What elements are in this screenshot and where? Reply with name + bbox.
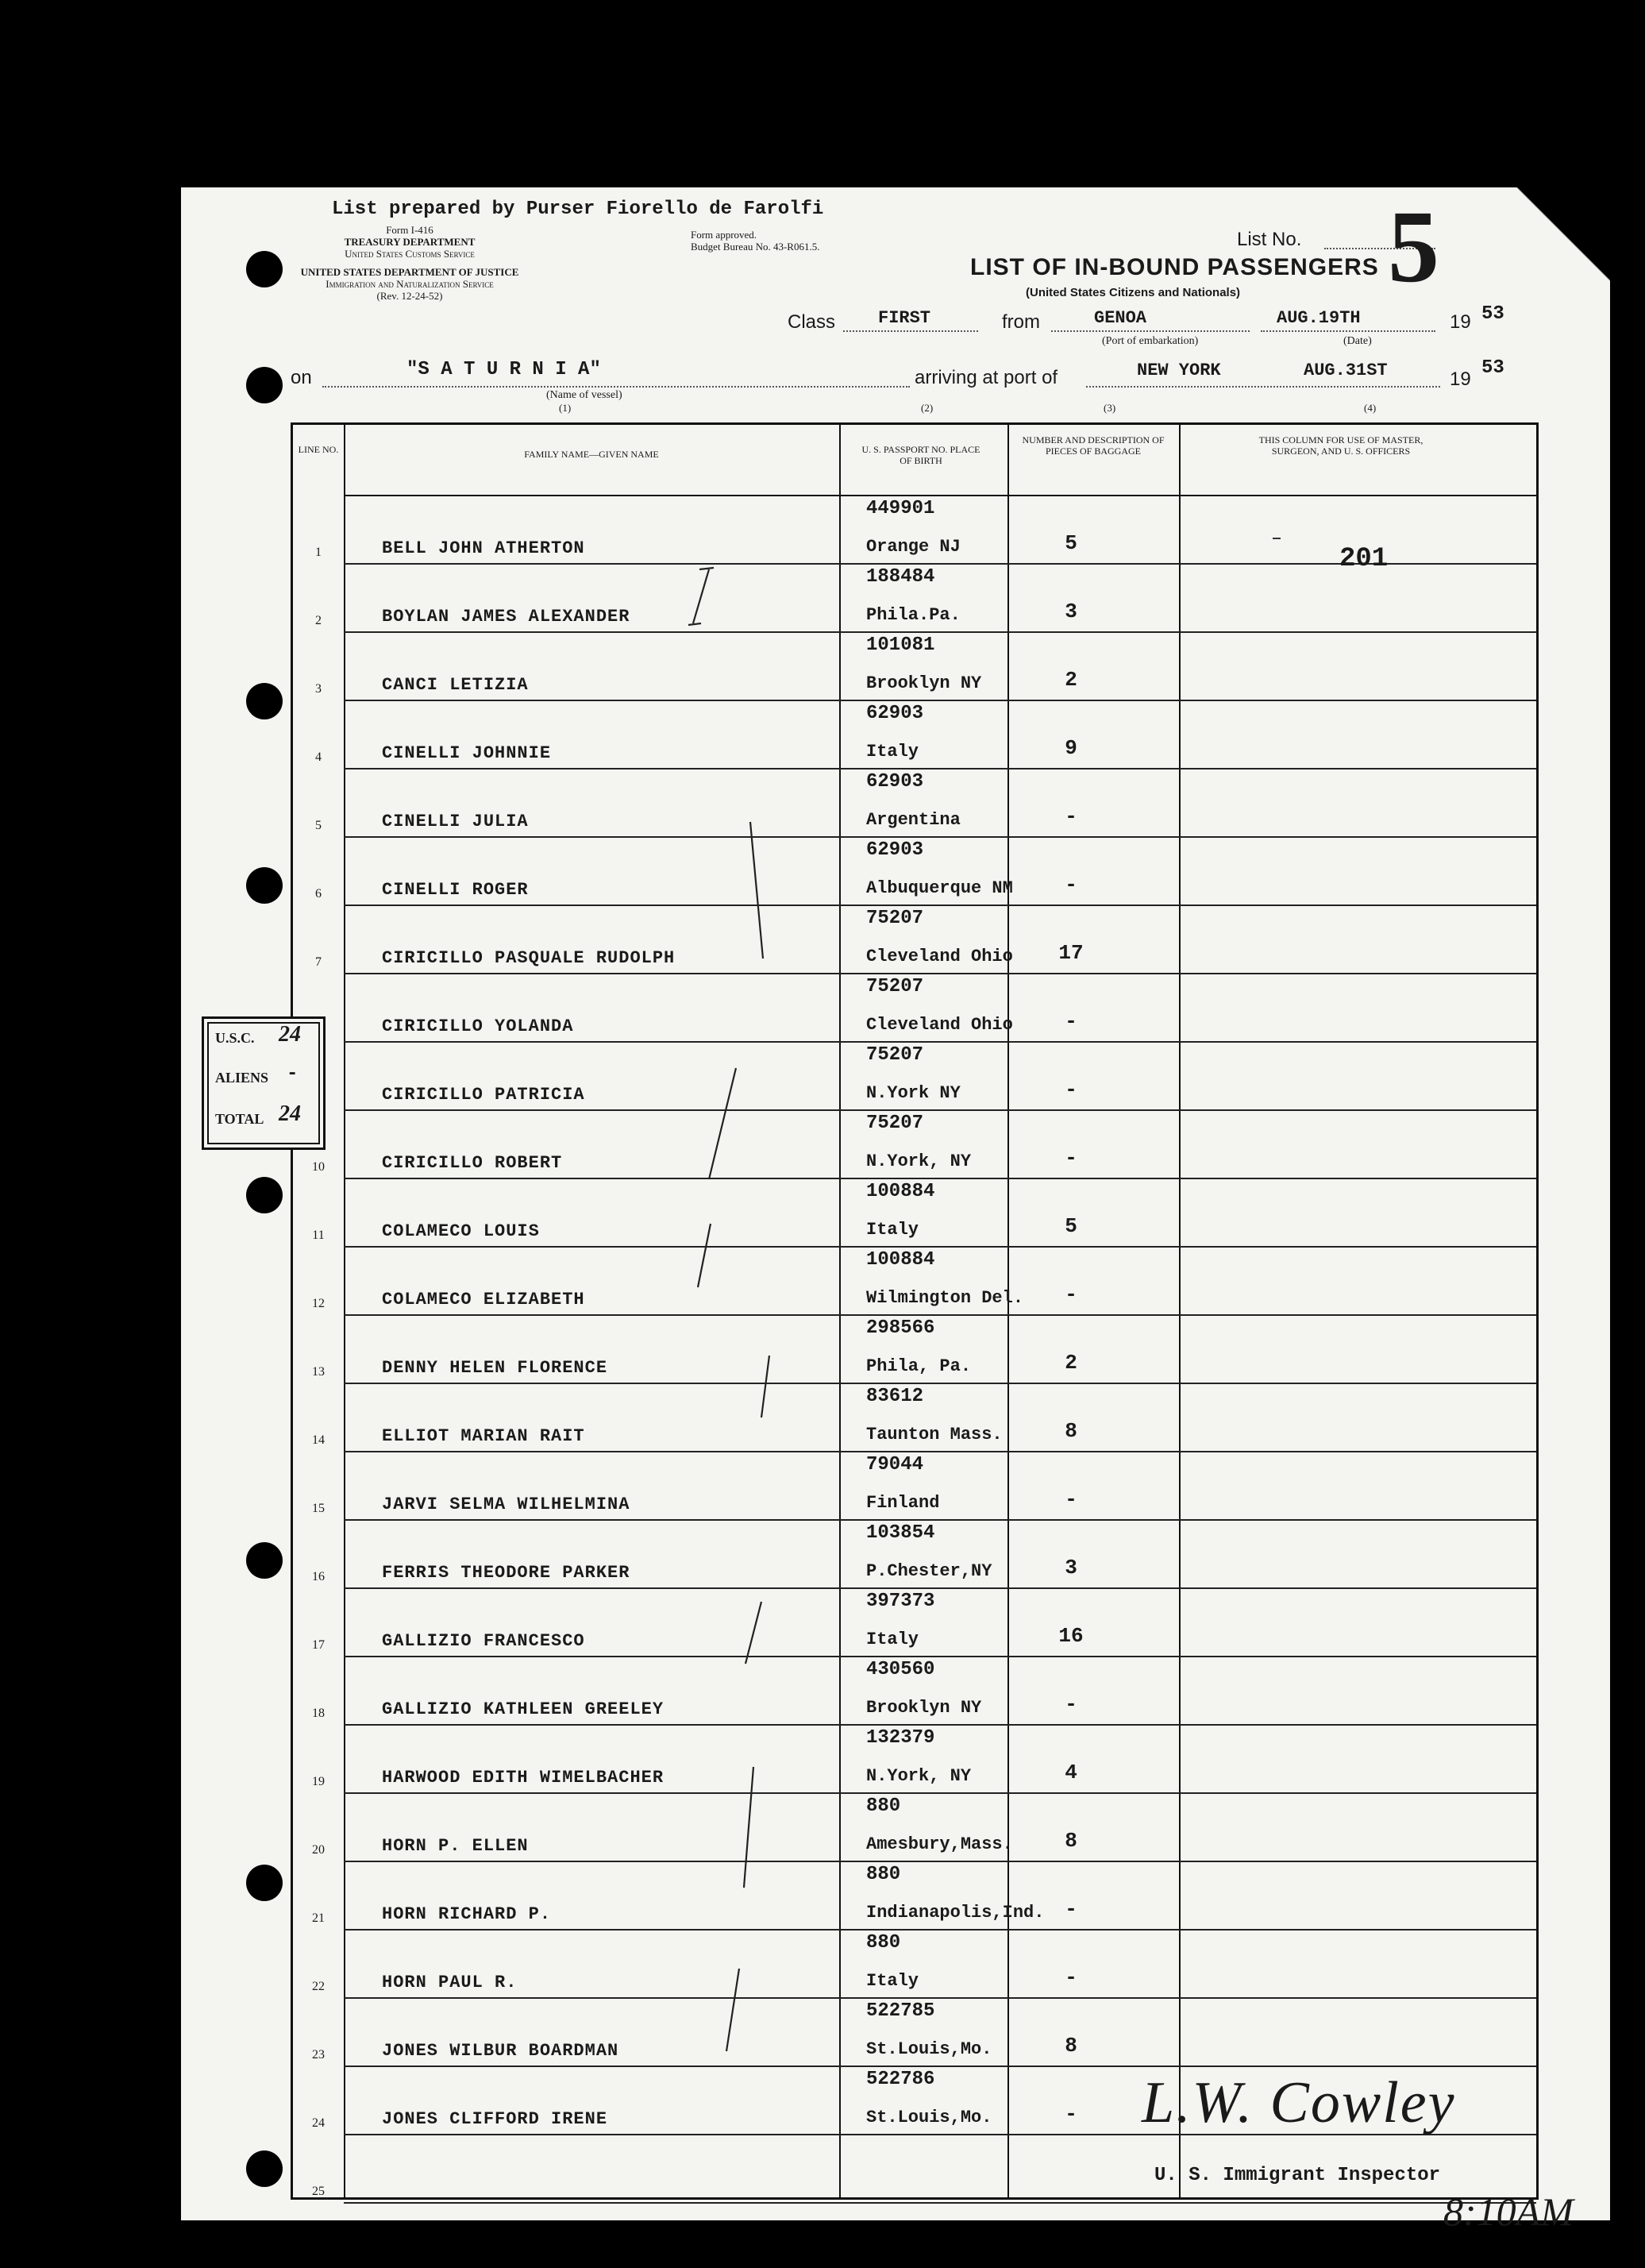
form-approved: Form approved. [691, 229, 757, 241]
baggage-count: - [1065, 1487, 1077, 1511]
place-of-birth: N.York, NY [866, 1766, 972, 1786]
line-number: 11 [312, 1228, 325, 1242]
passport-number: 880 [866, 1932, 901, 1954]
punch-hole [246, 1542, 283, 1579]
prepared-by-line: List prepared by Purser Fiorello de Farolfi [332, 199, 824, 220]
passport-number: 430560 [866, 1659, 935, 1680]
passport-number: 100884 [866, 1249, 935, 1271]
punch-hole [246, 1865, 283, 1901]
passport-number: 62903 [866, 839, 924, 861]
budget-bureau: Budget Bureau No. 43-R061.5. [691, 241, 820, 253]
place-of-birth: Italy [866, 742, 919, 762]
total-value: 24 [279, 1101, 301, 1126]
document-subtitle: (United States Citizens and Nationals) [1026, 286, 1241, 299]
baggage-count: - [1065, 1009, 1077, 1033]
passenger-table [291, 422, 1539, 2200]
place-of-birth: Amesbury,Mass. [866, 1834, 1013, 1854]
line-number: 22 [312, 1980, 325, 1993]
line-number: 12 [312, 1297, 325, 1310]
baggage-count: - [1065, 1146, 1077, 1170]
from-underline [1051, 330, 1250, 332]
passport-number: 100884 [866, 1181, 935, 1202]
line-number: 13 [312, 1365, 325, 1379]
arrival-date: AUG.31ST [1304, 361, 1388, 380]
vessel-underline [322, 386, 910, 388]
place-of-birth: Brooklyn NY [866, 673, 982, 693]
arriving-label: arriving at port of [915, 367, 1058, 388]
line-number: 5 [315, 819, 322, 832]
line-number: 20 [312, 1843, 325, 1857]
port-embark-caption: (Port of embarkation) [1102, 335, 1199, 347]
place-of-birth: Argentina [866, 810, 961, 830]
place-of-birth: Cleveland Ohio [866, 947, 1013, 966]
header-baggage: NUMBER AND DESCRIPTION OF PIECES OF BAGGAGE [1022, 434, 1165, 457]
passenger-name: ELLIOT MARIAN RAIT [382, 1426, 585, 1446]
year1-suffix: 53 [1481, 303, 1504, 325]
passenger-name: CIRICILLO PATRICIA [382, 1085, 585, 1105]
place-of-birth: Italy [866, 1971, 919, 1991]
baggage-count: 8 [1065, 1829, 1077, 1853]
on-label: on [291, 367, 312, 388]
baggage-count: - [1065, 1965, 1077, 1989]
from-label: from [1002, 311, 1040, 333]
place-of-birth: P.Chester,NY [866, 1561, 992, 1581]
row-rule [344, 2202, 1536, 2204]
arrival-port: NEW YORK [1137, 361, 1221, 380]
baggage-count: 5 [1065, 531, 1077, 555]
ins-service: Immigration and Naturalization Service [326, 278, 494, 290]
manifest-sheet [181, 187, 1610, 2234]
passenger-name: CANCI LETIZIA [382, 675, 529, 695]
baggage-count: 8 [1065, 1419, 1077, 1443]
form-block [291, 224, 529, 302]
place-of-birth: St.Louis,Mo. [866, 2108, 992, 2127]
passport-number: 522786 [866, 2069, 935, 2090]
line-number: 14 [312, 1433, 325, 1447]
approval-block [691, 229, 819, 253]
passenger-name: HORN PAUL R. [382, 1973, 518, 1992]
place-of-birth: Taunton Mass. [866, 1425, 1003, 1444]
place-of-birth: N.York, NY [866, 1151, 972, 1171]
class-underline [843, 330, 978, 332]
line-number: 1 [315, 546, 322, 559]
date-caption: (Date) [1343, 335, 1372, 347]
column-number-3: (3) [1104, 402, 1116, 414]
passport-number: 75207 [866, 908, 924, 929]
baggage-count: 16 [1058, 1624, 1084, 1648]
punch-hole [246, 867, 283, 904]
column-number-4: (4) [1364, 402, 1377, 414]
inspector-signature: L.W. Cowley [1142, 2070, 1456, 2135]
vessel-caption: (Name of vessel) [546, 389, 622, 401]
passenger-name: JARVI SELMA WILHELMINA [382, 1495, 630, 1514]
usc-value: 24 [279, 1022, 301, 1047]
line-number: 19 [312, 1775, 325, 1788]
punch-hole [246, 683, 283, 719]
place-of-birth: N.York NY [866, 1083, 961, 1103]
place-of-birth: Italy [866, 1630, 919, 1649]
form-number: Form I-416 [386, 224, 433, 236]
place-of-birth: Albuquerque NM [866, 878, 1013, 898]
place-of-birth: Phila, Pa. [866, 1356, 972, 1376]
usc-label: U.S.C. [215, 1030, 255, 1046]
punch-hole [246, 1177, 283, 1213]
header-officers: THIS COLUMN FOR USE OF MASTER, SURGEON, AND U. S. OFFICERS [1258, 434, 1423, 457]
passenger-name: CINELLI ROGER [382, 880, 529, 900]
passenger-name: DENNY HELEN FLORENCE [382, 1358, 608, 1378]
passport-number: 75207 [866, 976, 924, 997]
document-title: LIST OF IN-BOUND PASSENGERS [970, 254, 1379, 280]
passport-number: 62903 [866, 703, 924, 724]
passport-number: 83612 [866, 1386, 924, 1407]
line-number: 6 [315, 887, 322, 901]
baggage-count: 9 [1065, 736, 1077, 760]
passport-number: 880 [866, 1796, 901, 1817]
vessel-name: "S A T U R N I A" [406, 359, 601, 380]
passenger-name: BELL JOHN ATHERTON [382, 538, 585, 558]
line-number: 23 [312, 2048, 325, 2062]
place-of-birth: St.Louis,Mo. [866, 2039, 992, 2059]
baggage-count: 5 [1065, 1214, 1077, 1238]
passport-number: 449901 [866, 498, 935, 519]
place-of-birth: Brooklyn NY [866, 1698, 982, 1718]
passport-number: 880 [866, 1864, 901, 1885]
punch-hole [246, 2150, 283, 2187]
passport-number: 522785 [866, 2000, 935, 2022]
column-number-2: (2) [921, 402, 934, 414]
passenger-name: FERRIS THEODORE PARKER [382, 1563, 630, 1583]
treasury-dept: TREASURY DEPARTMENT [344, 236, 476, 248]
passenger-name: HORN P. ELLEN [382, 1836, 529, 1856]
passport-number: 132379 [866, 1727, 935, 1749]
year2-suffix: 53 [1481, 357, 1504, 379]
list-number: 5 [1388, 190, 1439, 304]
baggage-count: 2 [1065, 1351, 1077, 1375]
date-underline [1261, 330, 1435, 332]
passport-number: 397373 [866, 1591, 935, 1612]
passenger-name: HORN RICHARD P. [382, 1904, 552, 1924]
header-name: FAMILY NAME—GIVEN NAME [524, 449, 659, 460]
baggage-count: - [1065, 1078, 1077, 1101]
passenger-name: CINELLI JOHNNIE [382, 743, 552, 763]
column-number-1: (1) [559, 402, 572, 414]
inspector-title: U. S. Immigrant Inspector [1154, 2165, 1441, 2186]
baggage-count: 17 [1058, 941, 1084, 965]
passport-number: 101081 [866, 634, 935, 656]
year1-prefix: 19 [1450, 311, 1471, 333]
passenger-name: CINELLI JULIA [382, 812, 529, 831]
class-label: Class [788, 311, 836, 333]
header-line-no: LINE NO. [298, 444, 339, 455]
aliens-label: ALIENS [215, 1070, 269, 1086]
passenger-name: BOYLAN JAMES ALEXANDER [382, 607, 630, 627]
total-label: TOTAL [215, 1111, 264, 1127]
line-number: 18 [312, 1707, 325, 1720]
passenger-name: CIRICILLO PASQUALE RUDOLPH [382, 948, 676, 968]
baggage-count: - [1065, 804, 1077, 828]
line-number: 24 [312, 2116, 325, 2130]
arrival-time: 8:10AM [1443, 2189, 1574, 2234]
baggage-count: - [1065, 1897, 1077, 1921]
place-of-birth: Cleveland Ohio [866, 1015, 1013, 1035]
handwritten-marks [293, 425, 1536, 2197]
baggage-count: 8 [1065, 2034, 1077, 2058]
passport-number: 103854 [866, 1522, 935, 1544]
line-number: 16 [312, 1570, 325, 1583]
passenger-name: JONES WILBUR BOARDMAN [382, 2041, 619, 2061]
passport-number: 79044 [866, 1454, 924, 1475]
place-of-birth: Indianapolis,Ind. [866, 1903, 1045, 1923]
place-of-birth: Phila.Pa. [866, 605, 961, 625]
year2-prefix: 19 [1450, 368, 1471, 390]
line-number: 25 [312, 2185, 325, 2198]
doj-dept: UNITED STATES DEPARTMENT OF JUSTICE [300, 266, 519, 278]
count-stamp [202, 1016, 326, 1150]
passenger-name: JONES CLIFFORD IRENE [382, 2109, 608, 2129]
customs-service: United States Customs Service [345, 248, 475, 260]
passport-number: 75207 [866, 1044, 924, 1066]
baggage-count: 3 [1065, 600, 1077, 623]
line-number: 15 [312, 1502, 325, 1515]
baggage-count: - [1065, 873, 1077, 897]
arrival-underline [1086, 386, 1440, 388]
baggage-count: 3 [1065, 1556, 1077, 1580]
baggage-count: 2 [1065, 668, 1077, 692]
place-of-birth: Italy [866, 1220, 919, 1240]
list-no-label: List No. [1237, 229, 1302, 250]
punch-hole [246, 367, 283, 403]
passenger-name: GALLIZIO FRANCESCO [382, 1631, 585, 1651]
place-of-birth: Orange NJ [866, 537, 961, 557]
passport-number: 188484 [866, 566, 935, 588]
passenger-name: GALLIZIO KATHLEEN GREELEY [382, 1699, 665, 1719]
passport-number: 298566 [866, 1317, 935, 1339]
passport-number: 75207 [866, 1113, 924, 1134]
line-number: 3 [315, 682, 322, 696]
aliens-value: - [287, 1063, 299, 1085]
passenger-name: COLAMECO ELIZABETH [382, 1290, 585, 1310]
line-number: 17 [312, 1638, 325, 1652]
departure-date: AUG.19TH [1277, 308, 1361, 328]
baggage-count: - [1065, 2102, 1077, 2126]
passenger-name: COLAMECO LOUIS [382, 1221, 540, 1241]
class-value: FIRST [878, 308, 931, 328]
baggage-count: - [1065, 1282, 1077, 1306]
baggage-count: - [1065, 1692, 1077, 1716]
header-passport: U. S. PASSPORT NO. PLACE OF BIRTH [861, 444, 980, 466]
line-number: 10 [312, 1160, 325, 1174]
line-number: 21 [312, 1911, 325, 1925]
place-of-birth: Wilmington Del. [866, 1288, 1024, 1308]
port-of-embarkation: GENOA [1094, 308, 1147, 328]
line-number: 7 [315, 955, 322, 969]
passenger-name: HARWOOD EDITH WIMELBACHER [382, 1768, 665, 1788]
line-number: 4 [315, 750, 322, 764]
passport-number: 62903 [866, 771, 924, 793]
officer-mark: 201 [1339, 544, 1389, 574]
baggage-count: 4 [1065, 1761, 1077, 1784]
punch-hole [246, 251, 283, 287]
place-of-birth: Finland [866, 1493, 940, 1513]
line-number: 2 [315, 614, 322, 627]
passenger-name: CIRICILLO YOLANDA [382, 1016, 574, 1036]
revision: (Rev. 12-24-52) [376, 290, 443, 302]
passenger-name: CIRICILLO ROBERT [382, 1153, 563, 1173]
